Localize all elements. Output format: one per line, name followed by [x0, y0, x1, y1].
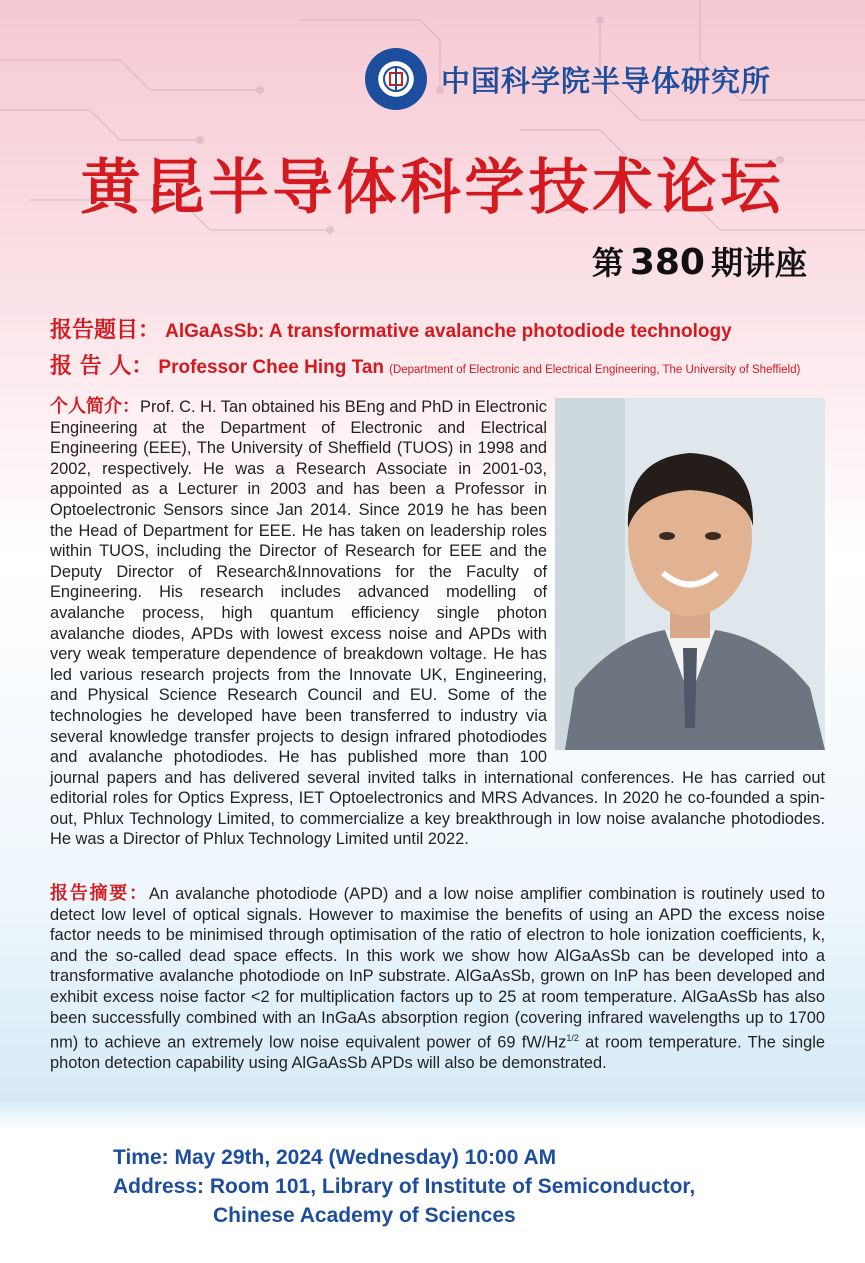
lecture-number-line	[592, 238, 807, 284]
speaker-label: 报 告 人：	[50, 354, 154, 379]
event-details	[113, 1143, 695, 1230]
forum-title: 黄昆半导体科学技术论坛	[80, 153, 785, 223]
event-address-line2: Chinese Academy of Sciences	[213, 1204, 516, 1227]
event-time: Time: May 29th, 2024 (Wednesday) 10:00 AM	[113, 1146, 557, 1169]
abstract-section	[50, 884, 825, 1074]
bio-text: Prof. C. H. Tan obtained his BEng and PhD in Electronic Engineering at the Department of Electronic and Electrical Engineering (EEE), The University of Sheffield (TUOS) in 1998 and 2002, respectively. He was a Research Associate in 2001-03, appointed as a Lecturer in 2003 and has been a Professor in Optoelectronic Sensors since Jan 2014. Since 2019 he has been the Head of Department for EEE. He has taken on leadership roles within TUOS, including the Director of Research for EEE and the Deputy Director of Research&Innovations for the Faculty of Engineering. His research includes advanced modelling of avalanche process, high quantum efficiency single photon avalanche diodes, APDs with lowest excess noise and APDs with very weak temperature dependence of breakdown voltage. He has led various research projects from the Innovate UK, Engineering, and Physical Science Research Council and EU. Some of the technologies he developed have been transferred to industry via several knowledge transfer projects to design infrared photodiodes and avalanche photodiodes. He has published more than 100 journal papers and has delivered several invited talks in international conferences. He has carried out editorial roles for Optics Express, IET Optoelectronics and MRS Advances. In 2020 he co-founded a spin-out, Phlux Technology Limited, to commercialize a key breakthrough in low noise avalanche photodiodes. He was a Director of Phlux Technology Limited until 2022.	[50, 398, 825, 849]
topic-label: 报告题目：	[50, 318, 161, 343]
speaker-name: Professor Chee Hing Tan	[158, 357, 385, 378]
abstract-text-1: An avalanche photodiode (APD) and a low noise amplifier combination is routinely used to detect low level of optical signals. However to maximise the benefits of using an APD the excess noise factor needs to be minimised through optimisation of the ratio of electron to hole ionization coefficients, k, and the so-called dead space effects. In this work we show how AlGaAsSb can be developed into a transformative avalanche photodiode on InP substrate. AlGaAsSb, grown on InP has been developed and exhibit excess noise factor <2 for multiplication factors up to 25 at room temperature. AlGaAsSb has also been successfully combined with an InGaAs absorption region (covering infrared wavelengths up to 1700 nm) to achieve an extremely low noise equivalent power of 69 fW/Hz	[50, 885, 825, 1052]
bio-label: 个人简介：	[50, 396, 141, 417]
topic-row	[50, 313, 840, 344]
institute-logo-icon	[365, 48, 427, 110]
logo-emblem	[376, 59, 416, 99]
lecture-prefix: 第	[591, 244, 624, 282]
abstract-label: 报告摘要：	[50, 883, 149, 904]
abstract-text-2: at room temperature. The single photon detection capability using AlGaAsSb APDs will also be demonstrated.	[50, 1033, 826, 1073]
speaker-affiliation: (Department of Electronic and Electrical Engineering, The University of Sheffield)	[389, 364, 801, 376]
lecture-suffix: 期讲座	[710, 244, 807, 282]
abstract-superscript: 1/2	[566, 1033, 579, 1044]
institute-name: 中国科学院半导体研究所	[441, 63, 772, 98]
speaker-portrait-icon	[555, 398, 825, 750]
institute-header	[365, 44, 771, 114]
topic-title: AlGaAsSb: A transformative avalanche photodiode technology	[165, 321, 732, 342]
speaker-row	[50, 349, 850, 380]
lecture-number: 380	[629, 242, 705, 283]
speaker-photo	[555, 398, 825, 750]
event-address-line1: Address: Room 101, Library of Institute of Semiconductor,	[113, 1175, 696, 1198]
